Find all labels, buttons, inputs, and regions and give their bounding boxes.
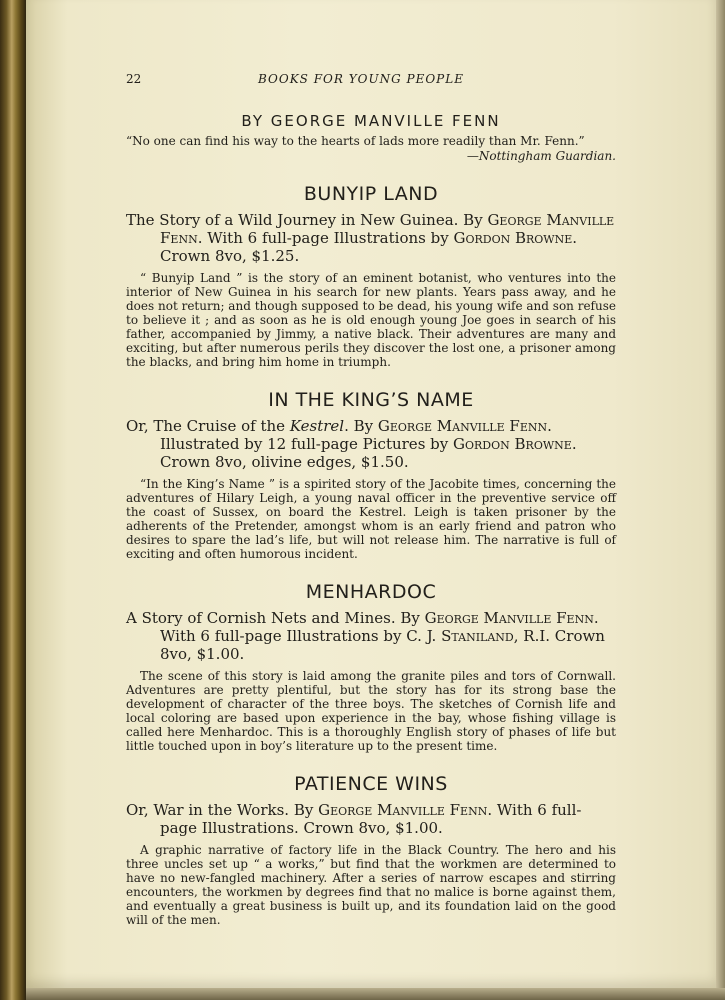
description-segment: George Manville Fenn: [424, 609, 594, 627]
description-segment: The Story of a Wild Journey in New Guinea. By: [126, 211, 488, 229]
description-segment: . With 6 full-page Illustrations by C. J.: [160, 609, 599, 645]
author-heading: BY GEORGE MANVILLE FENN: [241, 112, 501, 130]
book-blurb: A graphic narrative of factory life in the Black Country. The hero and his three uncles set up “ a works,” but find that the workmen are determined to have no new-fangled machinery. After a series of narrow escapes and stirring encounters, the workmen by degrees find that no malice is borne against them, and eventually a great business is built up, and its foundation laid on the good will of the men.: [126, 843, 616, 927]
book-entry: [126, 773, 616, 927]
description-segment: , R.I. Crown 8vo, $1.00.: [160, 627, 605, 663]
description-segment: Or, The Cruise of the: [126, 417, 290, 435]
book-blurb: “ Bunyip Land ” is the story of an eminent botanist, who ventures into the interior of New Guinea in his search for new plants. Years pass away, and he does not return; and though supposed to be dead, his young wife and son refuse to believe it ; and as soon as he is old enough young Joe goes in search of his father, accompanied by Jimmy, a native black. Their adventures are many and exciting, but after numerous perils they discover the lost one, a prisoner among the blacks, and bring him home in triumph.: [126, 271, 616, 369]
running-head: [126, 66, 616, 88]
running-title: BOOKS FOR YOUNG PEOPLE: [258, 72, 464, 86]
description-segment: George Manville Fenn: [377, 417, 548, 435]
quote-source: —Nottingham Guardian.: [466, 149, 616, 163]
description-segment: George Manville Fenn: [318, 801, 488, 819]
book-entry: [126, 389, 616, 561]
description-segment: . With 6 full-page Illustrations. Crown 8vo, $1.00.: [160, 801, 582, 837]
description-segment: . With 6 full-page Illustrations by: [197, 229, 454, 247]
book-description: [126, 801, 616, 837]
review-quote: “No one can find his way to the hearts of lads more readily than Mr. Fenn.”: [126, 134, 585, 148]
description-segment: Gordon Browne: [453, 435, 572, 453]
book-entry: [126, 183, 616, 369]
page-content: [126, 66, 616, 927]
page-number: 22: [126, 72, 142, 86]
page-edge-bottom: [26, 988, 725, 1000]
book-description: [126, 417, 616, 471]
description-segment: Gordon Browne: [453, 229, 573, 247]
book-entry: [126, 581, 616, 753]
description-segment: . By: [344, 417, 378, 435]
description-segment: . Crown 8vo, $1.25.: [160, 229, 578, 265]
description-segment: Kestrel: [289, 417, 345, 435]
book-description: [126, 211, 616, 265]
description-segment: Staniland: [441, 627, 514, 645]
description-segment: . Crown 8vo, olivine edges, $1.50.: [160, 435, 577, 471]
description-segment: . Illustrated by 12 full-page Pictures by: [160, 417, 552, 453]
description-segment: Or, War in the Works. By: [126, 801, 319, 819]
description-segment: George Manville Fenn: [160, 211, 615, 247]
book-blurb: The scene of this story is laid among the granite piles and tors of Cornwall. Adventures are pretty plentiful, but the story has for its strong base the development of character of the three boys. The sketches of Cornish life and local coloring are based upon experience in the bay, whose fishing village is called here Menhardoc. This is a thoroughly English story of phases of life but little touched upon in boy’s literature up to the present time.: [126, 669, 616, 753]
book-binding: [0, 0, 26, 1000]
book-list: [126, 183, 616, 927]
book-title: MENHARDOC: [305, 581, 437, 603]
book-title: BUNYIP LAND: [303, 183, 439, 205]
book-description: [126, 609, 616, 663]
book-title: IN THE KING’S NAME: [268, 389, 474, 411]
description-segment: A Story of Cornish Nets and Mines. By: [126, 609, 425, 627]
book-title: PATIENCE WINS: [294, 773, 448, 795]
page-edge-right: [716, 0, 725, 1000]
book-blurb: “In the King’s Name ” is a spirited story of the Jacobite times, concerning the adventures of Hilary Leigh, a young naval officer in the preventive service off the coast of Sussex, on board the Kestrel. Leigh is taken prisoner by the adherents of the Pretender, amongst whom is an early friend and patron who desires to spare the lad’s life, but will not release him. The narrative is full of exciting and often humorous incident.: [126, 477, 616, 561]
